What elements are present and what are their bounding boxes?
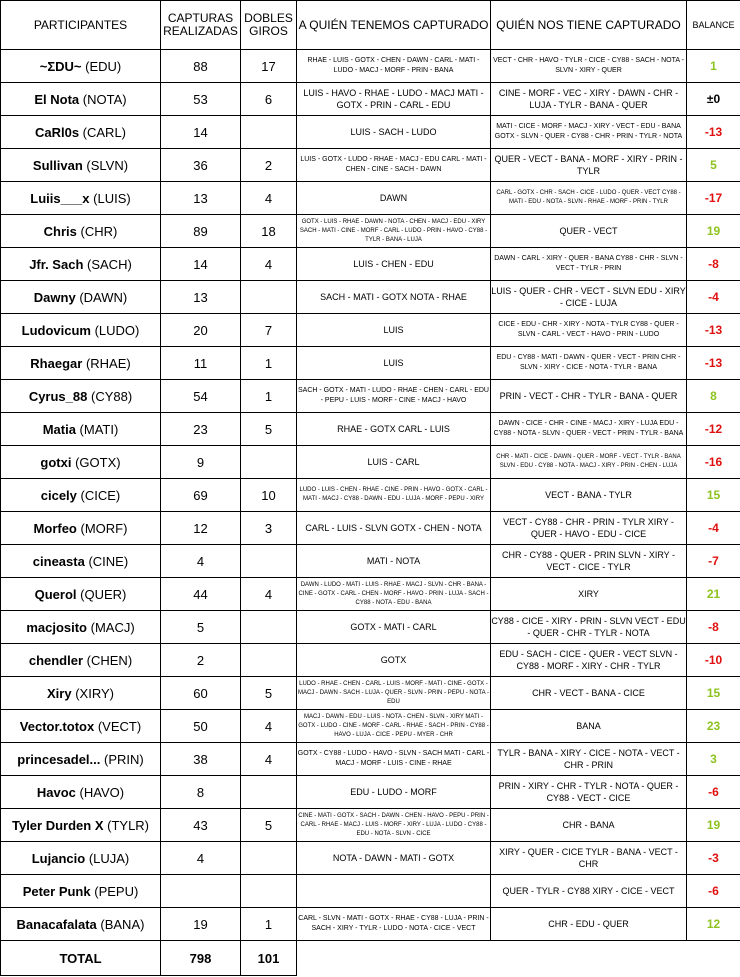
- balance-cell: 1: [687, 50, 740, 83]
- table-row: [1, 611, 740, 644]
- tenemos-cell: MATI - NOTA: [297, 545, 491, 578]
- participant-code: (BANA): [100, 916, 145, 932]
- participant-name: Xiry: [47, 685, 72, 701]
- tenemos-cell: DAWN: [297, 182, 491, 215]
- participant-name-cell: [1, 83, 161, 116]
- table-row: [1, 710, 740, 743]
- table-row: [1, 578, 740, 611]
- capturas-cell: 23: [161, 413, 241, 446]
- tenemos-cell: GOTX - MATI - CARL: [297, 611, 491, 644]
- dobles-cell: 3: [241, 512, 297, 545]
- table-row: [1, 380, 740, 413]
- dobles-cell: 5: [241, 413, 297, 446]
- balance-cell: -6: [687, 875, 740, 908]
- nos-tiene-cell: BANA: [491, 710, 687, 743]
- participant-name: Morfeo: [33, 520, 77, 536]
- participant-name: Lujancio: [31, 850, 86, 866]
- nos-tiene-cell: QUER - VECT - BANA - MORF - XIRY - PRIN - TYLR: [491, 149, 687, 182]
- capturas-cell: 4: [161, 842, 241, 875]
- participant-name-cell: [1, 512, 161, 545]
- tenemos-cell: LUDO - LUIS - CHEN - RHAE - CINE - PRIN - HAVO - GOTX - CARL - MATI - MACJ - CY88 - DAWN - EDU - LUJA - MORF - PEPU - XIRY: [297, 479, 491, 512]
- participant-name-cell: [1, 842, 161, 875]
- nos-tiene-cell: QUER - TYLR - CY88 XIRY - CICE - VECT: [491, 875, 687, 908]
- tenemos-cell: MACJ - DAWN - EDU - LUIS - NOTA - CHEN - SLVN - XIRY MATI - GOTX - LUDO - CINE - MORF - CARL - RHAE - SACH - PRIN - CY88 - HAVO - LUJA - CICE - PEPU - MYER - CHR: [297, 710, 491, 743]
- capturas-cell: 60: [161, 677, 241, 710]
- balance-cell: -13: [687, 116, 740, 149]
- participant-name: Vector.totox: [19, 718, 95, 734]
- participant-name: ~ΣDU~: [39, 58, 82, 74]
- table-row: [1, 545, 740, 578]
- dobles-cell: [241, 611, 297, 644]
- capturas-cell: 38: [161, 743, 241, 776]
- participant-name-cell: [1, 479, 161, 512]
- balance-cell: 19: [687, 809, 740, 842]
- participant-name-cell: [1, 677, 161, 710]
- capturas-cell: 12: [161, 512, 241, 545]
- participant-name-cell: [1, 215, 161, 248]
- header-nos-tiene: QUIÉN NOS TIENE CAPTURADO: [491, 1, 687, 50]
- capturas-cell: 53: [161, 83, 241, 116]
- dobles-cell: [241, 545, 297, 578]
- capturas-cell: [161, 875, 241, 908]
- participant-code: (CICE): [80, 487, 121, 503]
- tenemos-cell: GOTX: [297, 644, 491, 677]
- table-row: [1, 149, 740, 182]
- table-row: [1, 446, 740, 479]
- dobles-cell: 2: [241, 149, 297, 182]
- participant-code: (LUIS): [93, 190, 131, 206]
- capturas-cell: 14: [161, 116, 241, 149]
- nos-tiene-cell: CHR - MATI - CICE - DAWN - QUER - MORF - VECT - TYLR - BANA SLVN - EDU - CY88 - NOTA - MACJ - XIRY - PRIN - CHEN - LUJA: [491, 446, 687, 479]
- dobles-cell: 1: [241, 347, 297, 380]
- balance-cell: 19: [687, 215, 740, 248]
- tenemos-cell: LUIS - GOTX - LUDO - RHAE - MACJ - EDU CARL - MATI - CHEN - CINE - SACH - DAWN: [297, 149, 491, 182]
- capturas-cell: 4: [161, 545, 241, 578]
- nos-tiene-cell: VECT - BANA - TYLR: [491, 479, 687, 512]
- dobles-cell: 4: [241, 248, 297, 281]
- participant-name: Chris: [43, 223, 77, 239]
- dobles-cell: [241, 842, 297, 875]
- participant-name-cell: [1, 578, 161, 611]
- participant-name: chendler: [28, 652, 84, 668]
- tenemos-cell: GOTX - CY88 - LUDO - HAVO - SLVN - SACH MATI - CARL - MACJ - MORF - LUIS - CINE - RHAE: [297, 743, 491, 776]
- capturas-cell: 36: [161, 149, 241, 182]
- nos-tiene-cell: DAWN - CICE - CHR - CINE - MACJ - XIRY - LUJA EDU - CY88 - NOTA - SLVN - QUER - VECT - PRIN - TYLR - BANA: [491, 413, 687, 446]
- nos-tiene-cell: VECT - CHR - HAVO - TYLR - CICE - CY88 - SACH - NOTA - SLVN - XIRY - QUER: [491, 50, 687, 83]
- participant-name-cell: [1, 281, 161, 314]
- participant-name-cell: [1, 710, 161, 743]
- nos-tiene-cell: CHR - CY88 - QUER - PRIN SLVN - XIRY - VECT - CICE - TYLR: [491, 545, 687, 578]
- nos-tiene-cell: XIRY - QUER - CICE TYLR - BANA - VECT - CHR: [491, 842, 687, 875]
- participant-name-cell: [1, 743, 161, 776]
- participant-name: cineasta: [32, 553, 85, 569]
- table-row: [1, 677, 740, 710]
- participant-name-cell: [1, 611, 161, 644]
- participant-name: El Nota: [34, 91, 80, 107]
- participant-code: (TYLR): [107, 817, 150, 833]
- participant-name: Rhaegar: [30, 355, 83, 371]
- nos-tiene-cell: LUIS - QUER - CHR - VECT - SLVN EDU - XIRY - CICE - LUJA: [491, 281, 687, 314]
- dobles-cell: [241, 446, 297, 479]
- participant-name-cell: [1, 875, 161, 908]
- capturas-cell: 14: [161, 248, 241, 281]
- participant-code: (PEPU): [94, 883, 139, 899]
- balance-cell: 3: [687, 743, 740, 776]
- header-balance: BALANCE: [687, 1, 740, 50]
- participant-name: Sullivan: [32, 157, 83, 173]
- nos-tiene-cell: MATI - CICE - MORF - MACJ - XIRY - VECT - EDU - BANA GOTX - SLVN - QUER - CY88 - CHR - PRIN - TYLR - NOTA: [491, 116, 687, 149]
- participant-name-cell: [1, 644, 161, 677]
- balance-cell: -16: [687, 446, 740, 479]
- table-row: [1, 347, 740, 380]
- tenemos-cell: LUDO - RHAE - CHEN - CARL - LUIS - MORF - MATI - CINE - GOTX - MACJ - DAWN - SACH - LUJA - QUER - SLVN - PRIN - PEPU - NOTA - EDU: [297, 677, 491, 710]
- participant-code: (SLVN): [86, 157, 129, 173]
- balance-cell: -13: [687, 347, 740, 380]
- tenemos-cell: LUIS - SACH - LUDO: [297, 116, 491, 149]
- capturas-cell: 43: [161, 809, 241, 842]
- total-dobles: 101: [241, 941, 297, 976]
- nos-tiene-cell: CHR - VECT - BANA - CICE: [491, 677, 687, 710]
- nos-tiene-cell: XIRY: [491, 578, 687, 611]
- tenemos-cell: RHAE - GOTX CARL - LUIS: [297, 413, 491, 446]
- capturas-cell: 2: [161, 644, 241, 677]
- participant-name-cell: [1, 446, 161, 479]
- dobles-cell: 1: [241, 380, 297, 413]
- capturas-cell: 54: [161, 380, 241, 413]
- dobles-cell: [241, 644, 297, 677]
- capturas-cell: 20: [161, 314, 241, 347]
- dobles-cell: 17: [241, 50, 297, 83]
- participant-code: (DAWN): [79, 289, 128, 305]
- tenemos-cell: NOTA - DAWN - MATI - GOTX: [297, 842, 491, 875]
- participant-code: (XIRY): [75, 685, 114, 701]
- balance-cell: -7: [687, 545, 740, 578]
- participant-name: CaRl0s: [34, 124, 80, 140]
- capturas-cell: 44: [161, 578, 241, 611]
- table-row: [1, 83, 740, 116]
- dobles-cell: 10: [241, 479, 297, 512]
- participant-code: (GOTX): [75, 454, 121, 470]
- participant-name: Banacafalata: [16, 916, 97, 932]
- balance-cell: -4: [687, 281, 740, 314]
- participant-name-cell: [1, 380, 161, 413]
- nos-tiene-cell: DAWN - CARL - XIRY - QUER - BANA CY88 - CHR - SLVN - VECT - TYLR - PRIN: [491, 248, 687, 281]
- tenemos-cell: SACH - GOTX - MATI - LUDO - RHAE - CHEN - CARL - EDU - PEPU - LUIS - MORF - CINE - MACJ - HAVO: [297, 380, 491, 413]
- dobles-cell: 7: [241, 314, 297, 347]
- participant-code: (QUER): [80, 586, 127, 602]
- table-row: [1, 809, 740, 842]
- total-capturas: 798: [161, 941, 241, 976]
- nos-tiene-cell: CHR - EDU - QUER: [491, 908, 687, 941]
- tenemos-cell: CARL - LUIS - SLVN GOTX - CHEN - NOTA: [297, 512, 491, 545]
- capturas-cell: 69: [161, 479, 241, 512]
- table-row: [1, 479, 740, 512]
- balance-cell: -10: [687, 644, 740, 677]
- tenemos-cell: RHAE - LUIS - GOTX - CHEN - DAWN - CARL - MATI - LUDO - MACJ - MORF - PRIN - BANA: [297, 50, 491, 83]
- balance-cell: -12: [687, 413, 740, 446]
- capturas-cell: 9: [161, 446, 241, 479]
- tenemos-cell: LUIS - HAVO - RHAE - LUDO - MACJ MATI - GOTX - PRIN - CARL - EDU: [297, 83, 491, 116]
- capturas-cell: 50: [161, 710, 241, 743]
- participant-name: cicely: [40, 487, 77, 503]
- capturas-cell: 88: [161, 50, 241, 83]
- total-blank: [297, 941, 740, 976]
- header-tenemos: A QUIÉN TENEMOS CAPTURADO: [297, 1, 491, 50]
- participant-name: Cyrus_88: [28, 388, 88, 404]
- table-row: [1, 776, 740, 809]
- participant-code: (CARL): [82, 124, 127, 140]
- table-row: [1, 908, 740, 941]
- nos-tiene-cell: CHR - BANA: [491, 809, 687, 842]
- participant-name: Matia: [42, 421, 76, 437]
- participant-name-cell: [1, 413, 161, 446]
- participant-code: (SACH): [87, 256, 132, 272]
- balance-cell: 15: [687, 479, 740, 512]
- participant-name: Peter Punk: [22, 883, 91, 899]
- participant-code: (RHAE): [85, 355, 131, 371]
- participant-name-cell: [1, 347, 161, 380]
- participant-name: Jfr. Sach: [29, 256, 84, 272]
- nos-tiene-cell: PRIN - XIRY - CHR - TYLR - NOTA - QUER - CY88 - VECT - CICE: [491, 776, 687, 809]
- balance-cell: -8: [687, 611, 740, 644]
- balance-cell: -6: [687, 776, 740, 809]
- table-row: [1, 743, 740, 776]
- nos-tiene-cell: PRIN - VECT - CHR - TYLR - BANA - QUER: [491, 380, 687, 413]
- tenemos-cell: DAWN - LUDO - MATI - LUIS - RHAE - MACJ - SLVN - CHR - BANA - CINE - GOTX - CARL - CHEN - MORF - HAVO - PRIN - LUJA - SACH - CY88 - NOTA - EDU - BANA: [297, 578, 491, 611]
- participant-code: (MACJ): [90, 619, 135, 635]
- table-row: [1, 248, 740, 281]
- participant-name-cell: [1, 776, 161, 809]
- participant-name: Havoc: [36, 784, 76, 800]
- tenemos-cell: CARL - SLVN - MATI - GOTX - RHAE - CY88 - LUJA - PRIN - SACH - XIRY - TYLR - LUDO - NOTA - CICE - VECT: [297, 908, 491, 941]
- dobles-cell: 5: [241, 677, 297, 710]
- participant-code: (CHR): [80, 223, 118, 239]
- balance-cell: 23: [687, 710, 740, 743]
- tenemos-cell: [297, 875, 491, 908]
- participant-code: (MATI): [79, 421, 119, 437]
- tenemos-cell: EDU - LUDO - MORF: [297, 776, 491, 809]
- table-row: [1, 182, 740, 215]
- total-row: [1, 941, 740, 976]
- dobles-cell: [241, 281, 297, 314]
- capturas-cell: 13: [161, 281, 241, 314]
- dobles-cell: [241, 776, 297, 809]
- tenemos-cell: LUIS: [297, 314, 491, 347]
- dobles-cell: 4: [241, 743, 297, 776]
- table-row: [1, 116, 740, 149]
- balance-cell: ±0: [687, 83, 740, 116]
- participant-code: (NOTA): [82, 91, 127, 107]
- participant-name-cell: [1, 809, 161, 842]
- participant-code: (HAVO): [79, 784, 125, 800]
- capturas-cell: 5: [161, 611, 241, 644]
- total-label: TOTAL: [1, 941, 161, 976]
- participant-code: (CY88): [90, 388, 133, 404]
- dobles-cell: 6: [241, 83, 297, 116]
- participant-code: (VECT): [97, 718, 142, 734]
- capturas-cell: 13: [161, 182, 241, 215]
- participant-name: princesadel...: [17, 751, 101, 767]
- balance-cell: -13: [687, 314, 740, 347]
- capturas-cell: 8: [161, 776, 241, 809]
- nos-tiene-cell: CARL - GOTX - CHR - SACH - CICE - LUDO - QUER - VECT CY88 - MATI - EDU - NOTA - SLVN - RHAE - MORF - PRIN - TYLR: [491, 182, 687, 215]
- table-row: [1, 50, 740, 83]
- participant-code: (LUDO): [94, 322, 140, 338]
- participant-code: (PRIN): [104, 751, 144, 767]
- capturas-cell: 89: [161, 215, 241, 248]
- tenemos-cell: LUIS: [297, 347, 491, 380]
- tenemos-cell: GOTX - LUIS - RHAE - DAWN - NOTA - CHEN - MACJ - EDU - XIRY SACH - MATI - CINE - MORF - CARL - LUDO - PRIN - HAVO - CY88 - TYLR - BANA - LUJA: [297, 215, 491, 248]
- participant-name-cell: [1, 182, 161, 215]
- table-row: [1, 512, 740, 545]
- dobles-cell: 4: [241, 578, 297, 611]
- dobles-cell: 18: [241, 215, 297, 248]
- balance-cell: 8: [687, 380, 740, 413]
- table-row: [1, 215, 740, 248]
- participant-code: (CINE): [88, 553, 129, 569]
- header-capturas: CAPTURAS REALIZADAS: [161, 1, 241, 50]
- dobles-cell: 4: [241, 182, 297, 215]
- balance-cell: -17: [687, 182, 740, 215]
- participant-code: (LUJA): [88, 850, 130, 866]
- nos-tiene-cell: TYLR - BANA - XIRY - CICE - NOTA - VECT - CHR - PRIN: [491, 743, 687, 776]
- header-participantes: PARTICIPANTES: [1, 1, 161, 50]
- participant-name-cell: [1, 314, 161, 347]
- nos-tiene-cell: CINE - MORF - VEC - XIRY - DAWN - CHR - LUJA - TYLR - BANA - QUER: [491, 83, 687, 116]
- participant-name-cell: [1, 116, 161, 149]
- table-row: [1, 875, 740, 908]
- balance-cell: 12: [687, 908, 740, 941]
- tenemos-cell: SACH - MATI - GOTX NOTA - RHAE: [297, 281, 491, 314]
- participant-code: (MORF): [80, 520, 128, 536]
- header-dobles: DOBLES GIROS: [241, 1, 297, 50]
- balance-cell: 21: [687, 578, 740, 611]
- participant-name: Ludovicum: [21, 322, 91, 338]
- participant-name: gotxi: [40, 454, 72, 470]
- participant-code: (CHEN): [86, 652, 133, 668]
- balance-cell: 15: [687, 677, 740, 710]
- dobles-cell: [241, 116, 297, 149]
- tenemos-cell: LUIS - CARL: [297, 446, 491, 479]
- table-row: [1, 314, 740, 347]
- capturas-cell: 11: [161, 347, 241, 380]
- tenemos-cell: CINE - MATI - GOTX - SACH - DAWN - CHEN - HAVO - PEPU - PRIN - CARL - RHAE - MACJ - LUIS - MORF - XIRY - LUJA - LUDO - CY88 - EDU - NOTA - SLVN - CICE: [297, 809, 491, 842]
- participant-name: Querol: [34, 586, 77, 602]
- nos-tiene-cell: CICE - EDU - CHR - XIRY - NOTA - TYLR CY88 - QUER - SLVN - CARL - VECT - HAVO - PRIN - LUDO: [491, 314, 687, 347]
- table-row: [1, 413, 740, 446]
- dobles-cell: 5: [241, 809, 297, 842]
- dobles-cell: [241, 875, 297, 908]
- participant-name-cell: [1, 908, 161, 941]
- balance-cell: 5: [687, 149, 740, 182]
- participant-name-cell: [1, 248, 161, 281]
- participant-name: Luiis___x: [30, 190, 90, 206]
- header-row: [1, 1, 740, 50]
- nos-tiene-cell: EDU - SACH - CICE - QUER - VECT SLVN - CY88 - MORF - XIRY - CHR - TYLR: [491, 644, 687, 677]
- dobles-cell: 1: [241, 908, 297, 941]
- table-row: [1, 644, 740, 677]
- capturas-cell: 19: [161, 908, 241, 941]
- table-row: [1, 842, 740, 875]
- participant-name-cell: [1, 545, 161, 578]
- participant-name: Dawny: [33, 289, 76, 305]
- balance-cell: -8: [687, 248, 740, 281]
- participant-name-cell: [1, 149, 161, 182]
- nos-tiene-cell: VECT - CY88 - CHR - PRIN - TYLR XIRY - QUER - HAVO - EDU - CICE: [491, 512, 687, 545]
- participant-code: (EDU): [85, 58, 122, 74]
- tenemos-cell: LUIS - CHEN - EDU: [297, 248, 491, 281]
- participant-name: macjosito: [26, 619, 87, 635]
- nos-tiene-cell: EDU - CY88 - MATI - DAWN - QUER - VECT - PRIN CHR - SLVN - XIRY - CICE - NOTA - TYLR - BANA: [491, 347, 687, 380]
- nos-tiene-cell: QUER - VECT: [491, 215, 687, 248]
- dobles-cell: 4: [241, 710, 297, 743]
- participant-name: Tyler Durden X: [11, 817, 104, 833]
- nos-tiene-cell: CY88 - CICE - XIRY - PRIN - SLVN VECT - EDU - QUER - CHR - TYLR - NOTA: [491, 611, 687, 644]
- participant-name-cell: [1, 50, 161, 83]
- balance-cell: -3: [687, 842, 740, 875]
- balance-cell: -4: [687, 512, 740, 545]
- table-row: [1, 281, 740, 314]
